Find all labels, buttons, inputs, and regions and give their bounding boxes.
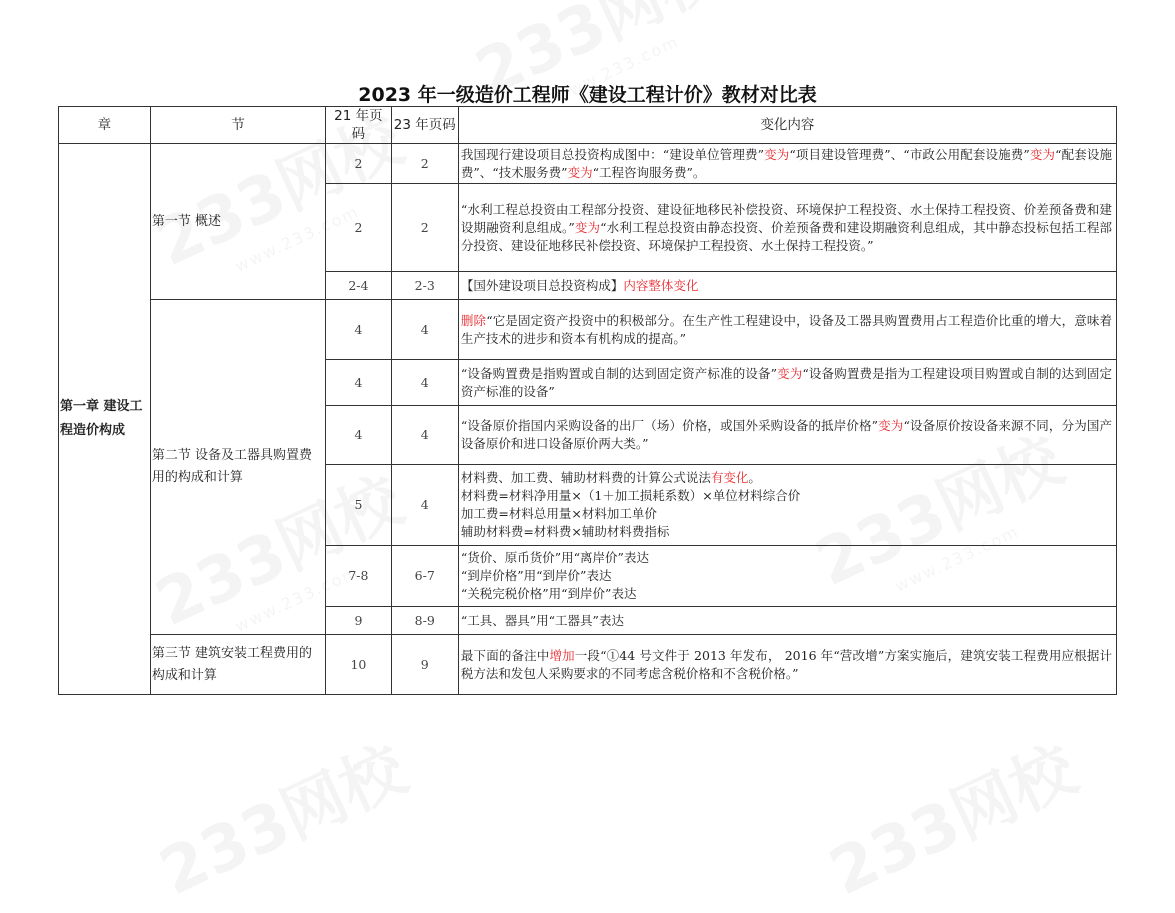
change-cell [458, 406, 1116, 465]
change-text: “项目建设管理费”、“市政公用配套设施费” [789, 146, 1030, 162]
table-row [59, 635, 1117, 695]
page-21-cell: 2 [326, 184, 391, 272]
change-text: 一段“①44 号文件于 2013 年发布， 2016 年“营改增”方案实施后，建筑安装工程费用应根据计税方法和发包人采购要求的不同考虑含税价格和不含税价格。” [460, 647, 1112, 681]
change-cell [458, 184, 1116, 272]
highlight-text: 变为 [764, 146, 790, 162]
table-row [59, 144, 1117, 184]
header-section: 节 [150, 107, 325, 144]
highlight-text: 变为 [574, 219, 601, 235]
change-text: “工程咨询服务费”。 [592, 164, 706, 180]
comparison-table [58, 106, 1117, 695]
page-21-cell: 4 [326, 300, 391, 360]
change-text: 材料费=材料净用量×（1＋加工损耗系数）×单位材料综合价 [460, 488, 801, 503]
page-23-cell: 8-9 [391, 607, 458, 635]
page-23-cell: 2 [391, 144, 458, 184]
change-cell [458, 300, 1116, 360]
chapter-cell: 第一章 建设工程造价构成 [59, 144, 151, 695]
change-text: “设备购置费是指购置或自制的达到固定资产标准的设备” [460, 365, 777, 381]
table-header-row [59, 107, 1117, 144]
change-cell [458, 607, 1116, 635]
page-21-cell: 5 [326, 465, 391, 546]
change-text: “到岸价格”用“到岸价”表达 [460, 568, 612, 583]
table-row [59, 300, 1117, 360]
header-change: 变化内容 [458, 107, 1116, 144]
page-21-cell: 2 [326, 144, 391, 184]
page-title: 2023 年一级造价工程师《建设工程计价》教材对比表 [358, 84, 817, 106]
change-text: “关税完税价格”用“到岸价”表达 [460, 586, 637, 601]
header-chapter: 章 [59, 107, 151, 144]
highlight-text: 增加 [549, 647, 575, 663]
highlight-text: 变为 [777, 365, 803, 381]
change-cell [458, 635, 1116, 695]
header-page-23: 23 年页码 [391, 107, 458, 144]
change-cell [458, 465, 1116, 546]
page-23-cell: 2-3 [391, 272, 458, 300]
page-23-cell: 4 [391, 300, 458, 360]
change-text: “设备原价指国内采购设备的出厂（场）价格，或国外采购设备的抵岸价格” [460, 418, 879, 433]
change-text: “工具、器具”用“工器具”表达 [460, 612, 624, 628]
highlight-text: 变为 [567, 164, 593, 180]
section-cell: 第一节 概述 [150, 144, 325, 300]
change-text: “设备购置费是指为工程建设项目购置或自制的达到固定资产标准的设备” [460, 365, 1112, 399]
change-text: 辅助材料费=材料费×辅助材料费指标 [460, 524, 670, 539]
change-text: 。 [748, 470, 761, 485]
change-text: 材料费、加工费、辅助材料费的计算公式说法 [460, 470, 711, 485]
change-text: 【国外建设项目总投资构成】 [460, 277, 624, 293]
change-text: “它是固定资产投资中的积极部分。在生产性工程建设中，设备及工器具购置费用占工程造价比重的增大，意味着生产技术的进步和资本有机构成的提高。” [460, 312, 1112, 346]
change-text: 我国现行建设项目总投资构成图中：“建设单位管理费” [460, 146, 764, 162]
watermark [813, 719, 1089, 913]
page-23-cell: 9 [391, 635, 458, 695]
watermark [143, 719, 419, 913]
highlight-text: 变为 [878, 418, 904, 433]
change-line [461, 487, 1112, 505]
page-21-cell: 4 [326, 360, 391, 406]
change-text: “水利工程总投资由静态投资、价差预备费和建设期融资利息组成，其中静态投标包括工程部分投资、建设征地移民补偿投资、环境保护工程投资、水土保持工程投资。” [460, 219, 1112, 253]
section-cell: 第三节 建筑安装工程费用的构成和计算 [150, 635, 325, 695]
page-21-cell: 7-8 [326, 546, 391, 607]
section-cell: 第二节 设备及工器具购置费用的构成和计算 [150, 300, 325, 635]
header-page-21: 21 年页码 [326, 107, 391, 144]
change-line [461, 549, 1112, 567]
page-23-cell: 4 [391, 465, 458, 546]
table-body [59, 144, 1117, 695]
highlight-text: 有变化 [710, 470, 749, 485]
change-cell [458, 546, 1116, 607]
change-cell [458, 360, 1116, 406]
change-text: 加工费=材料总用量×材料加工单价 [460, 506, 657, 521]
page-23-cell: 6-7 [391, 546, 458, 607]
change-line [461, 585, 1112, 603]
change-text: 最下面的备注中 [460, 647, 550, 663]
highlight-text: 内容整体变化 [623, 277, 699, 293]
change-line [461, 505, 1112, 523]
page-21-cell: 9 [326, 607, 391, 635]
change-cell [458, 272, 1116, 300]
change-text: “水利工程总投资由工程部分投资、建设征地移民补偿投资、环境保护工程投资、水土保持工程投资、价差预备费和建设期融资利息组成。” [460, 201, 1112, 235]
page-21-cell: 10 [326, 635, 391, 695]
page-21-cell: 2-4 [326, 272, 391, 300]
change-text: “配套设施费”、“技术服务费” [460, 146, 1112, 180]
page-23-cell: 2 [391, 184, 458, 272]
change-cell [458, 144, 1116, 184]
highlight-text: 变为 [1029, 146, 1056, 162]
page-23-cell: 4 [391, 406, 458, 465]
change-line [461, 469, 1112, 487]
page-21-cell: 4 [326, 406, 391, 465]
change-line [461, 567, 1112, 585]
change-text: “设备原价按设备来源不同，分为国产设备原价和进口设备原价两大类。” [460, 418, 1112, 451]
highlight-text: 删除 [460, 312, 487, 328]
change-line [461, 523, 1112, 541]
page-23-cell: 4 [391, 360, 458, 406]
change-text: “货价、原币货价”用“离岸价”表达 [460, 550, 649, 565]
